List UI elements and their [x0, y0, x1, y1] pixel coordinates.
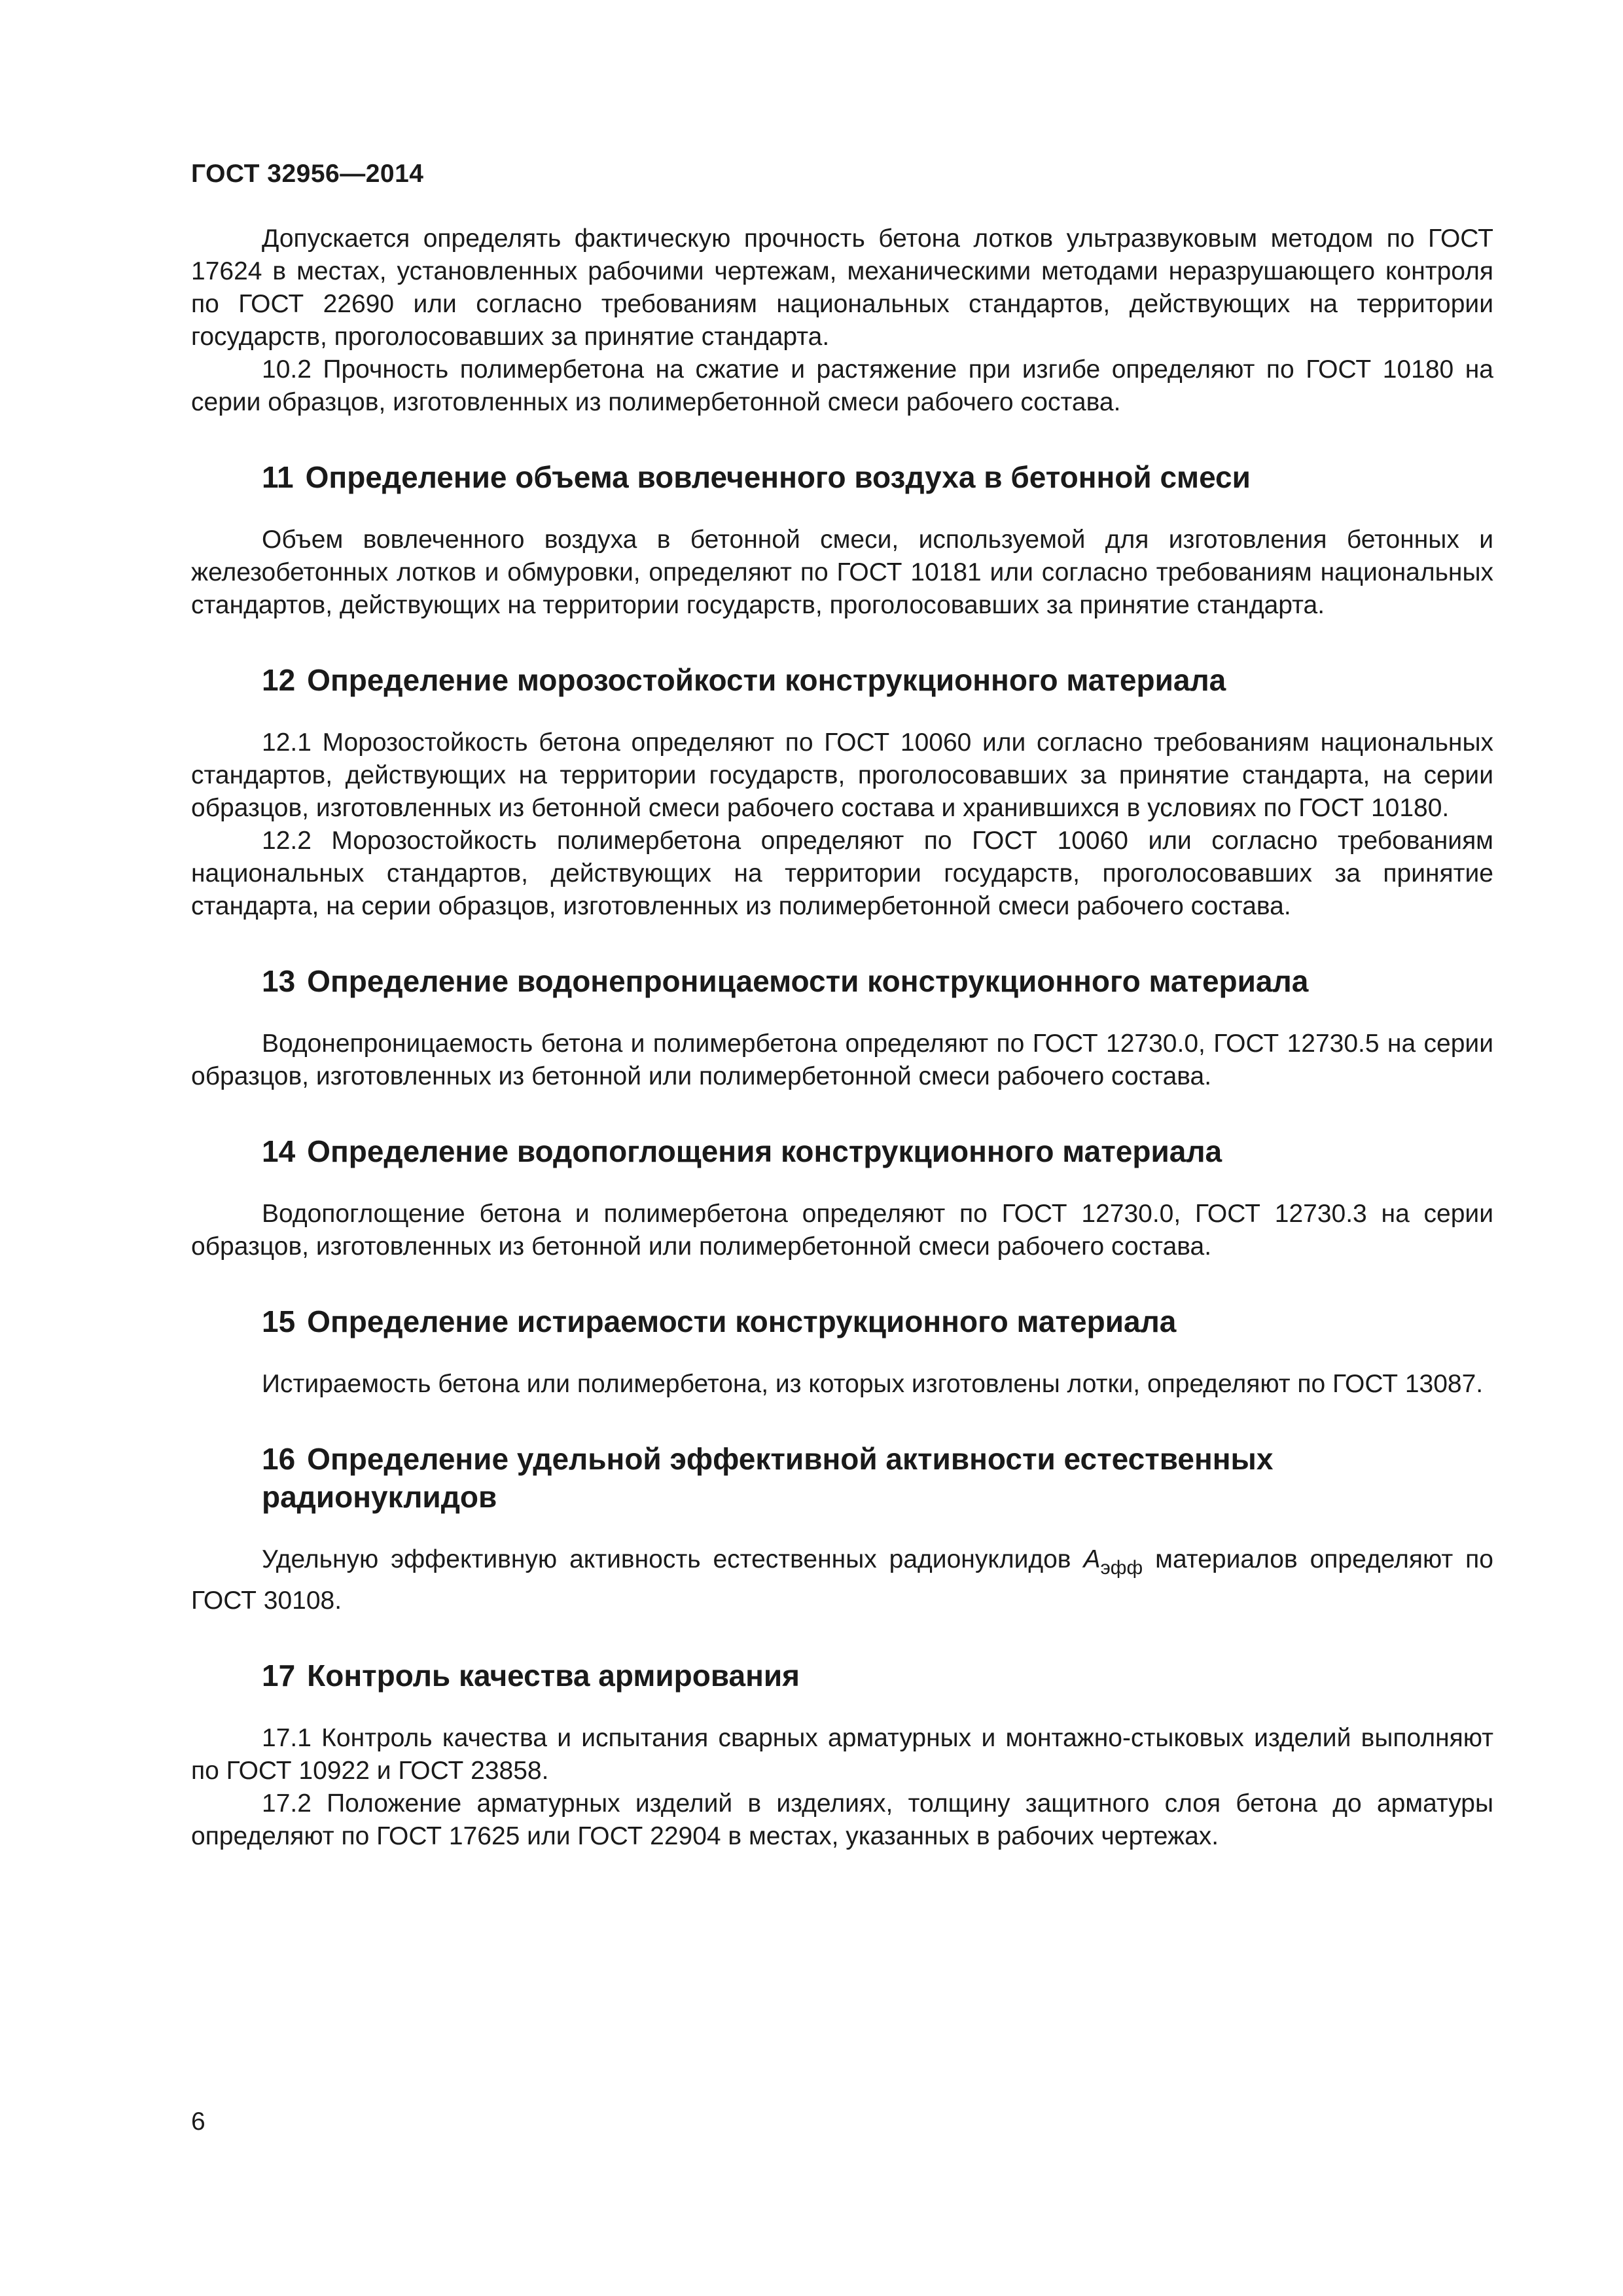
section-16-title: Определение удельной эффективной активности естественных радионуклидов — [262, 1442, 1274, 1514]
section-12-title: Определение морозостойкости конструкционного материала — [307, 663, 1226, 697]
section-11-title: Определение объема вовлеченного воздуха в бетонной смеси — [305, 460, 1251, 494]
section-17-paragraph-1: 17.1 Контроль качества и испытания сварных арматурных и монтажно-стыковых изделий выполняют по ГОСТ 10922 и ГОСТ 23858. — [191, 1724, 1493, 1785]
section-14-paragraph-1: Водопоглощение бетона и полимербетона определяют по ГОСТ 12730.0, ГОСТ 12730.3 на серии образцов, изготовленных из бетонной или полимербетонной смеси рабочего состава. — [191, 1200, 1493, 1261]
section-11-paragraph-1: Объем вовлеченного воздуха в бетонной смеси, используемой для изготовления бетонных и железобетонных лотков и обмуровки, определяют по ГОСТ 10181 или согласно требованиям национальных стандартов, действующих на территории государств, проголосовавших за принятие стандарта. — [191, 526, 1493, 619]
section-10-paragraph-2: 10.2 Прочность полимербетона на сжатие и растяжение при изгибе определяют по ГОСТ 10180 на серии образцов, изготовленных из полимербетонной смеси рабочего состава. — [191, 355, 1493, 416]
section-11-number: 11 — [262, 460, 294, 494]
section-17-title: Контроль качества армирования — [307, 1659, 800, 1693]
section-12-paragraph-1: 12.1 Морозостойкость бетона определяют по ГОСТ 10060 или согласно требованиям национальных стандартов, действующих на территории государств, проголосовавших за принятие стандарта, на серии образцов, изготовленных из бетонной смеси рабочего состава и хранившихся в условиях по ГОСТ 10180. — [191, 728, 1493, 822]
section-10-paragraph-1: Допускается определять фактическую прочность бетона лотков ультразвуковым методом по ГОСТ 17624 в местах, установленных рабочими чертежам, механическими методами неразрушающего контроля по ГОСТ 22690 или согласно требованиям национальных стандартов, действующих на территории государств, проголосовавших за принятие стандарта. — [191, 224, 1493, 351]
activity-subscript: эфф — [1100, 1557, 1143, 1579]
section-16-text-before: Удельную эффективную активность естественных радионуклидов — [262, 1545, 1084, 1573]
activity-symbol: A — [1083, 1545, 1101, 1573]
section-13-title: Определение водонепроницаемости конструкционного материала — [307, 964, 1309, 998]
section-17-heading — [262, 1657, 1493, 1695]
section-12-number: 12 — [262, 663, 296, 697]
section-13-number: 13 — [262, 964, 296, 998]
section-16-heading — [262, 1440, 1374, 1516]
section-16-text-after: материалов определяют по ГОСТ 30108. — [191, 1545, 1493, 1615]
section-17-number: 17 — [262, 1659, 296, 1693]
section-15-paragraph-1: Истираемость бетона или полимербетона, из которых изготовлены лотки, определяют по ГОСТ 13087. — [262, 1370, 1484, 1398]
section-17-paragraph-2: 17.2 Положение арматурных изделий в изделиях, толщину защитного слоя бетона до арматуры определяют по ГОСТ 17625 или ГОСТ 22904 в местах, указанных в рабочих чертежах. — [191, 1789, 1493, 1850]
section-16-paragraph-1 — [191, 1543, 1493, 1617]
section-13-heading — [262, 962, 1493, 1000]
document-code: ГОСТ 32956—2014 — [191, 160, 424, 188]
section-16-number: 16 — [262, 1442, 296, 1476]
section-14-number: 14 — [262, 1134, 296, 1168]
section-14-title: Определение водопоглощения конструкционного материала — [307, 1134, 1222, 1168]
section-12-paragraph-2: 12.2 Морозостойкость полимербетона определяют по ГОСТ 10060 или согласно требованиям национальных стандартов, действующих на территории государств, проголосовавших за принятие стандарта, на серии образцов, изготовленных из полимербетонной смеси рабочего состава. — [191, 827, 1493, 920]
section-11-heading — [262, 458, 1493, 496]
section-15-heading — [262, 1302, 1493, 1340]
section-14-heading — [262, 1132, 1493, 1170]
section-15-number: 15 — [262, 1304, 296, 1338]
section-15-title: Определение истираемости конструкционного материала — [307, 1304, 1177, 1338]
page-number: 6 — [191, 2108, 205, 2136]
document-body — [191, 223, 1493, 1853]
section-13-paragraph-1: Водонепроницаемость бетона и полимербетона определяют по ГОСТ 12730.0, ГОСТ 12730.5 на серии образцов, изготовленных из бетонной или полимербетонной смеси рабочего состава. — [191, 1030, 1493, 1090]
section-12-heading — [262, 661, 1493, 699]
